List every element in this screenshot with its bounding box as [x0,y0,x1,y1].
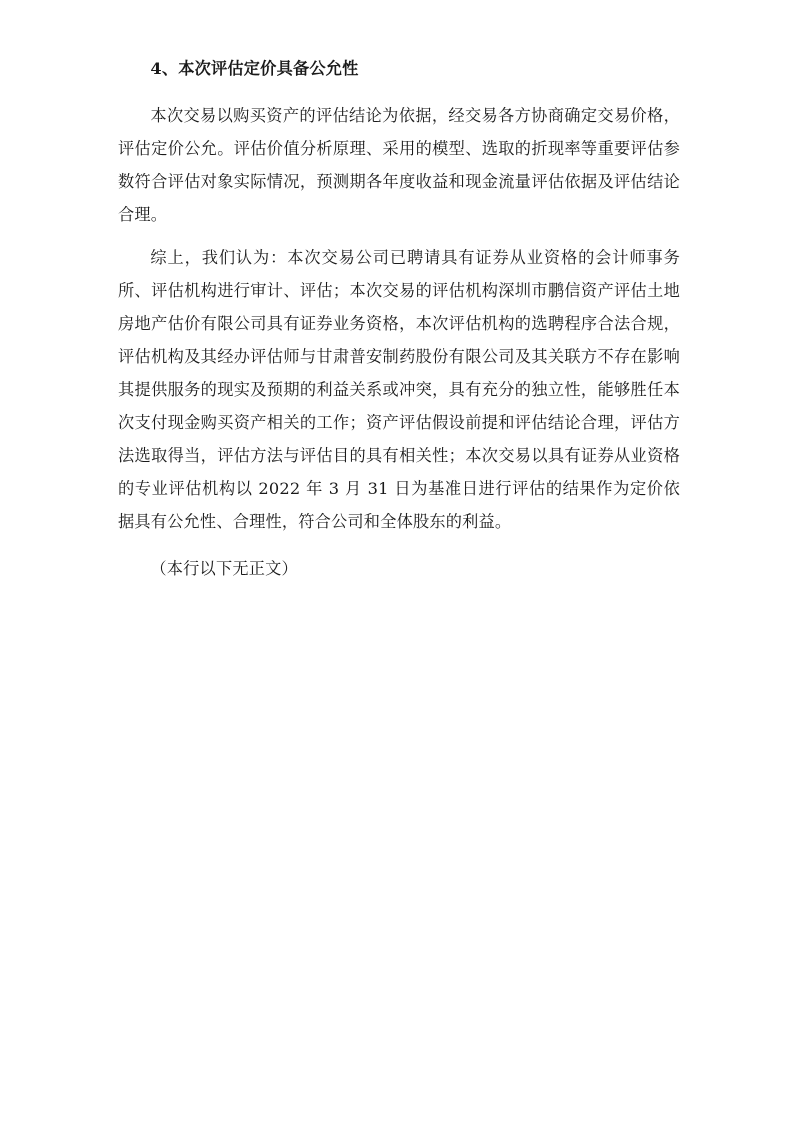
paragraph-2: 综上，我们认为：本次交易公司已聘请具有证券从业资格的会计师事务所、评估机构进行审计、评估；本次交易的评估机构深圳市鹏信资产评估土地房地产估价有限公司具有证券业务资格，本次评估机构的选聘程序合法合规，评估机构及其经办评估师与甘肃普安制药股份有限公司及其关联方不存在影响其提供服务的现实及预期的利益关系或冲突，具有充分的独立性，能够胜任本次支付现金购买资产相关的工作；资产评估假设前提和评估结论合理，评估方法选取得当，评估方法与评估目的具有相关性；本次交易以具有证券从业资格的专业评估机构以 2022 年 3 月 31 日为基准日进行评估的结果作为定价依据具有公允性、合理性，符合公司和全体股东的利益。 [118,248,680,531]
closing-note: （本行以下无正文） [150,559,298,578]
section-heading: 4、本次评估定价具备公允性 [150,59,359,78]
paragraph-1: 本次交易以购买资产的评估结论为依据，经交易各方协商确定交易价格，评估定价公允。评估价值分析原理、采用的模型、选取的折现率等重要评估参数符合评估对象实际情况，预测期各年度收益和现金流量评估依据及评估结论合理。 [118,106,680,224]
document-content [118,52,680,589]
